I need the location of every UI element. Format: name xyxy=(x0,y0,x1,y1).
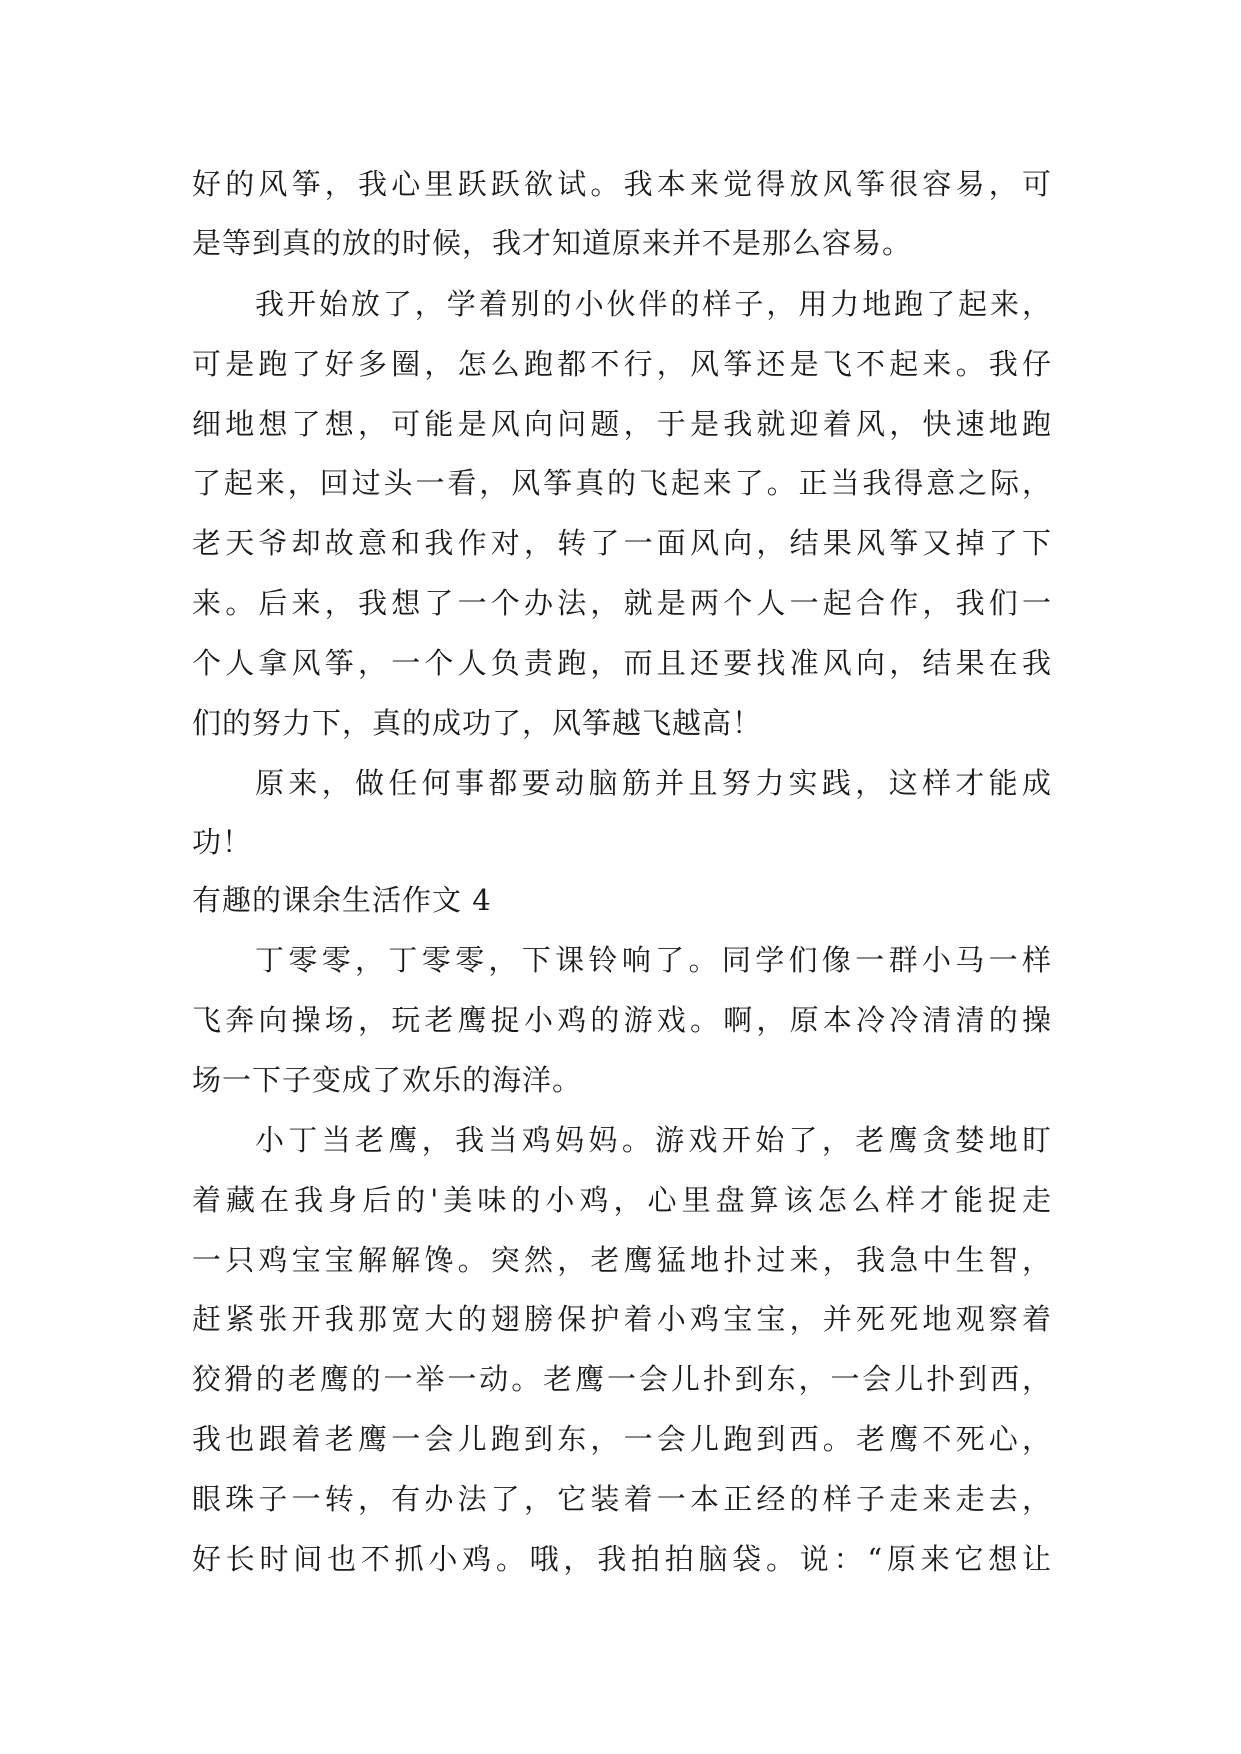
paragraph-5-line-8: 好长时间也不抓小鸡。哦，我拍拍脑袋。说：“原来它想让 xyxy=(192,1542,1052,1576)
paragraph-1-line-1: 好的风筝，我心里跃跃欲试。我本来觉得放风筝很容易，可 xyxy=(192,167,1052,201)
paragraph-3-line-2: 功！ xyxy=(192,825,253,859)
paragraph-2-line-6: 来。后来，我想了一个办法，就是两个人一起合作，我们一 xyxy=(192,586,1052,620)
paragraph-1-line-2: 是等到真的放的时候，我才知道原来并不是那么容易。 xyxy=(192,226,913,260)
paragraph-5-line-6: 我也跟着老鹰一会儿跑到东，一会儿跑到西。老鹰不死心， xyxy=(192,1422,1052,1456)
paragraph-4-line-1: 丁零零，丁零零，下课铃响了。同学们像一群小马一样 xyxy=(255,943,1052,977)
paragraph-5-line-3: 一只鸡宝宝解解馋。突然，老鹰猛地扑过来，我急中生智， xyxy=(192,1243,1052,1277)
paragraph-2-line-5: 老天爷却故意和我作对，转了一面风向，结果风筝又掉了下 xyxy=(192,526,1052,560)
paragraph-5-line-5: 狡猾的老鹰的一举一动。老鹰一会儿扑到东，一会儿扑到西， xyxy=(192,1362,1052,1396)
paragraph-2-line-2: 可是跑了好多圈，怎么跑都不行，风筝还是飞不起来。我仔 xyxy=(192,347,1052,381)
paragraph-2-line-8: 们的努力下，真的成功了，风筝越飞越高！ xyxy=(192,706,763,740)
paragraph-2-line-1: 我开始放了，学着别的小伙伴的样子，用力地跑了起来， xyxy=(255,287,1052,321)
paragraph-5-line-7: 眼珠子一转，有办法了，它装着一本正经的样子走来走去， xyxy=(192,1482,1052,1516)
paragraph-5-line-1: 小丁当老鹰，我当鸡妈妈。游戏开始了，老鹰贪婪地盯 xyxy=(255,1123,1052,1157)
paragraph-5-line-2: 着藏在我身后的'美味的小鸡，心里盘算该怎么样才能捉走 xyxy=(192,1183,1052,1217)
paragraph-5-line-4: 赶紧张开我那宽大的翅膀保护着小鸡宝宝，并死死地观察着 xyxy=(192,1302,1052,1336)
section-heading: 有趣的课余生活作文 4 xyxy=(192,883,492,917)
paragraph-4-line-2: 飞奔向操场，玩老鹰捉小鸡的游戏。啊，原本冷冷清清的操 xyxy=(192,1003,1052,1037)
paragraph-3-line-1: 原来，做任何事都要动脑筋并且努力实践，这样才能成 xyxy=(255,766,1052,800)
paragraph-2-line-7: 个人拿风筝，一个人负责跑，而且还要找准风向，结果在我 xyxy=(192,646,1052,680)
paragraph-2-line-3: 细地想了想，可能是风向问题，于是我就迎着风，快速地跑 xyxy=(192,407,1052,441)
paragraph-4-line-3: 场一下子变成了欢乐的海洋。 xyxy=(192,1063,583,1097)
paragraph-2-line-4: 了起来，回过头一看，风筝真的飞起来了。正当我得意之际， xyxy=(192,466,1052,500)
